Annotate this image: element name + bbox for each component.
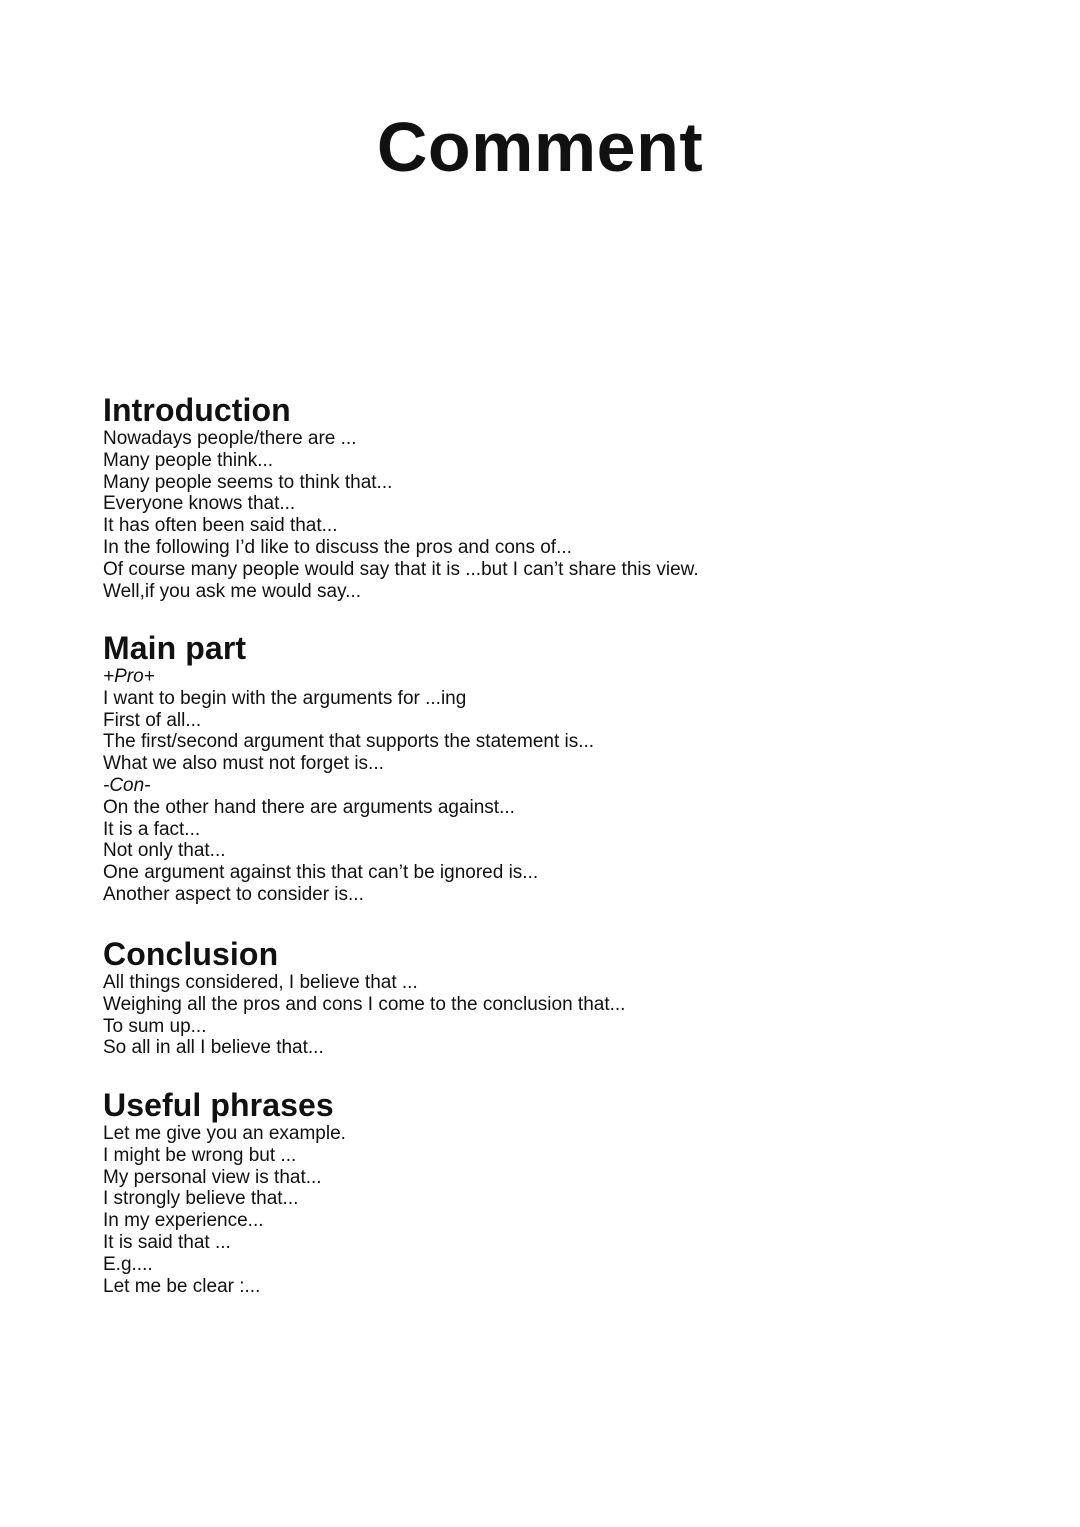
section-heading-introduction: Introduction	[103, 392, 291, 428]
phrase-line: It is a fact...	[103, 818, 201, 840]
phrase-line: My personal view is that...	[103, 1166, 322, 1188]
phrase-line: I want to begin with the arguments for ...ing	[103, 687, 467, 709]
phrase-line: Not only that...	[103, 840, 226, 862]
section-heading-conclusion: Conclusion	[103, 936, 279, 972]
phrase-line: Nowadays people/there are ...	[103, 428, 357, 449]
phrase-list-introduction	[103, 428, 1003, 602]
phrase-line: So all in all I believe that...	[103, 1037, 324, 1059]
section-conclusion	[103, 936, 1003, 1059]
phrase-line: I might be wrong but ...	[103, 1144, 297, 1166]
pro-subheading: +Pro+	[103, 666, 155, 687]
phrase-line: All things considered, I believe that ...	[103, 972, 418, 993]
phrase-line: To sum up...	[103, 1015, 207, 1037]
section-heading-main-part: Main part	[103, 630, 247, 666]
phrase-line: Many people seems to think that...	[103, 471, 393, 493]
phrase-line: In the following I’d like to discuss the pros and cons of...	[103, 536, 572, 558]
phrase-line: One argument against this that can’t be ignored is...	[103, 862, 539, 884]
phrase-line: Everyone knows that...	[103, 493, 296, 515]
phrase-line: Weighing all the pros and cons I come to the conclusion that...	[103, 993, 626, 1015]
section-introduction	[103, 392, 1003, 602]
phrase-line: It has often been said that...	[103, 515, 338, 537]
phrase-line: Well,if you ask me would say...	[103, 580, 362, 602]
phrase-line: What we also must not forget is...	[103, 753, 384, 775]
section-useful-phrases	[103, 1087, 1003, 1297]
phrase-list-useful-phrases	[103, 1123, 1003, 1297]
phrase-line: Let me give you an example.	[103, 1123, 346, 1144]
phrase-list-conclusion	[103, 972, 1003, 1059]
phrase-line: Of course many people would say that it is ...but I can’t share this view.	[103, 558, 699, 580]
phrase-line: Another aspect to consider is...	[103, 883, 364, 905]
phrase-line: Many people think...	[103, 449, 274, 471]
phrase-line: The first/second argument that supports the statement is...	[103, 731, 595, 753]
phrase-line: It is said that ...	[103, 1231, 231, 1253]
phrase-list-main-part	[103, 666, 1003, 906]
page-title: Comment	[376, 108, 704, 186]
phrase-line: Let me be clear :...	[103, 1275, 261, 1297]
phrase-line: In my experience...	[103, 1210, 264, 1232]
section-main-part	[103, 630, 1003, 906]
phrase-line: E.g....	[103, 1253, 153, 1275]
phrase-line: On the other hand there are arguments against...	[103, 796, 515, 818]
phrase-line: First of all...	[103, 709, 202, 731]
con-subheading: -Con-	[103, 774, 151, 796]
phrase-line: I strongly believe that...	[103, 1188, 299, 1210]
section-heading-useful-phrases: Useful phrases	[103, 1087, 334, 1123]
